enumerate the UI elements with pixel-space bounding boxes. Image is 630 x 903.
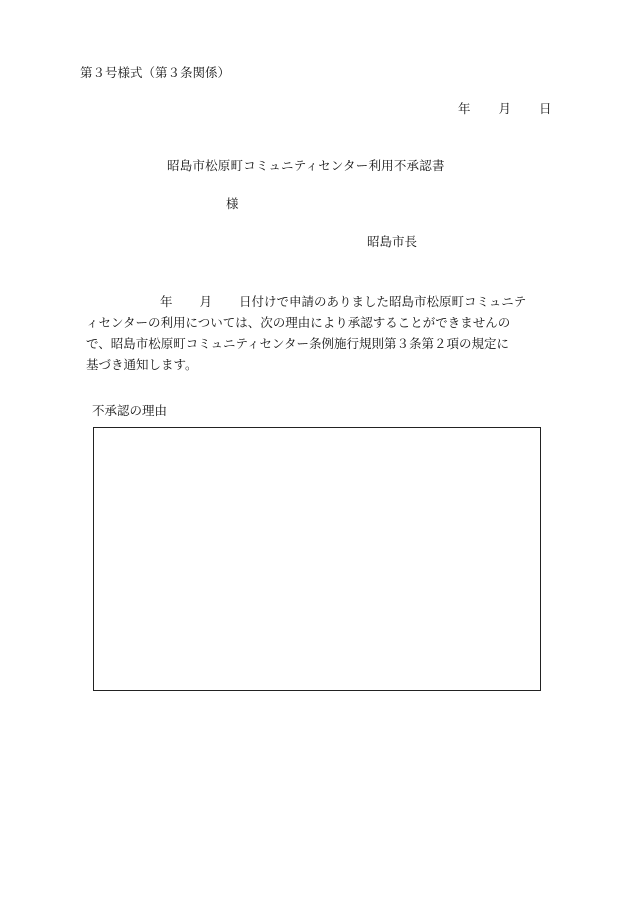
reason-box[interactable] (93, 427, 541, 691)
date-day-label: 日 (539, 101, 552, 116)
body-line-1 (86, 291, 556, 312)
addressee-suffix: 様 (226, 196, 239, 211)
date-month-label: 月 (498, 101, 512, 116)
body-month-label: 月 (199, 294, 213, 309)
body-year-label: 年 (160, 294, 173, 309)
reason-label: 不承認の理由 (92, 403, 168, 418)
issuer-name: 昭島市長 (367, 234, 418, 249)
date-line (458, 103, 552, 116)
body-line-1-text: 日付けで申請のありました昭島市松原町コミュニテ (239, 294, 527, 309)
notice-body (86, 291, 556, 375)
body-line-2: ィセンターの利用については、次の理由により承認することができませんの (86, 315, 511, 330)
form-number: 第３号様式（第３条関係） (80, 65, 231, 80)
date-year-label: 年 (458, 101, 471, 116)
body-line-3: で、昭島市松原町コミュニティセンター条例施行規則第３条第２項の規定に (86, 336, 510, 351)
body-line-4: 基づき通知します。 (86, 357, 198, 372)
document-title: 昭島市松原町コミュニティセンター利用不承認書 (167, 158, 445, 173)
